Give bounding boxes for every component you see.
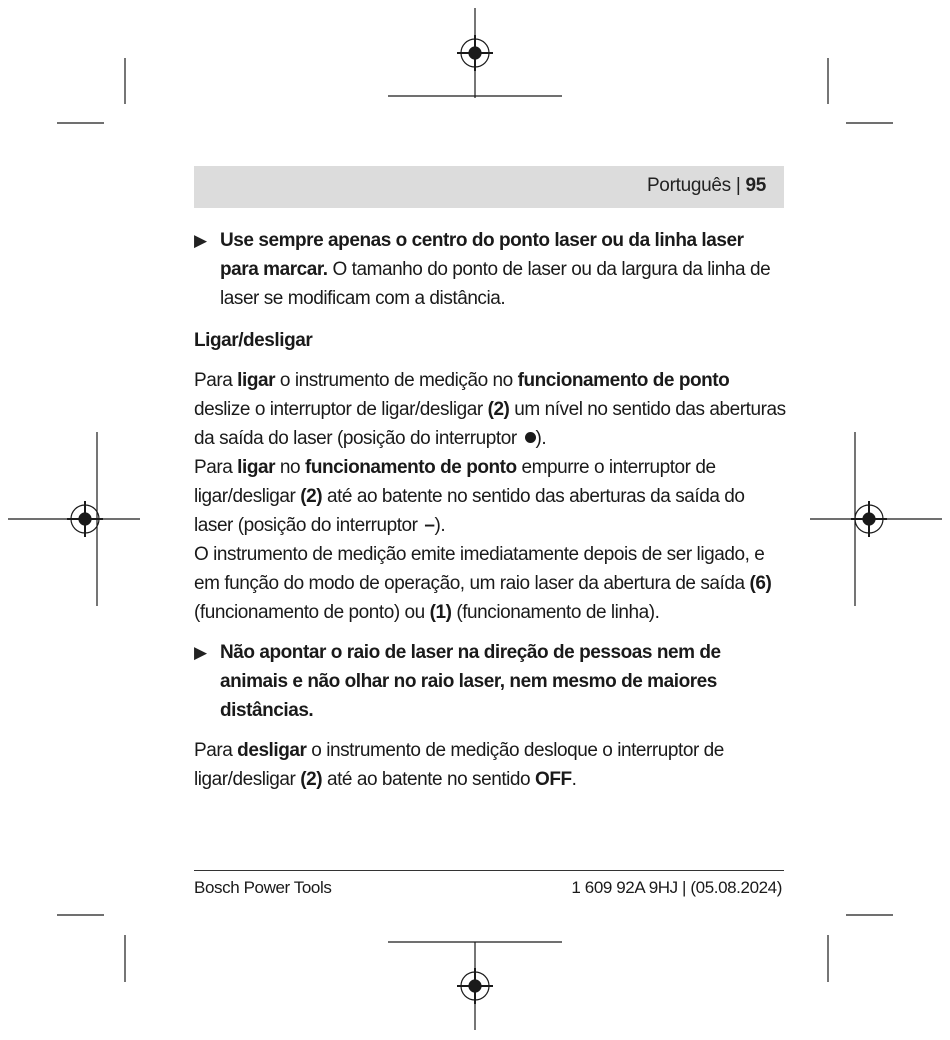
triangle-right-icon: ▶ [194, 231, 207, 250]
page-footer [194, 870, 784, 897]
registration-mark-right [810, 432, 942, 606]
warning-note-1 [194, 226, 786, 313]
triangle-right-icon: ▶ [194, 643, 207, 662]
section-title: Ligar/desligar [194, 330, 313, 351]
registration-mark-bottom [388, 942, 562, 1030]
warning-1-bold: Use sempre apenas o centro do ponto laser ou da linha laser para marcar. [220, 230, 744, 280]
page-header [194, 166, 784, 208]
page-number: 95 [745, 175, 766, 196]
warning-1-text: O tamanho do ponto de laser ou da largura da linha de laser se modificam com a distância. [220, 259, 771, 309]
header-section: Português [646, 175, 731, 196]
header-separator: | [730, 175, 746, 196]
warning-note-2 [194, 638, 786, 725]
registration-mark-left [8, 432, 140, 606]
paragraph-switch-on-line: Para ligar no funcionamento de ponto empurre o interruptor de ligar/desligar (2) até ao batente no sentido das aberturas da saída do laser (posição do interruptor –). [194, 457, 745, 536]
paragraph-switch-off: Para desligar o instrumento de medição desloque o interruptor de ligar/desligar (2) até ao batente no sentido OFF. [194, 740, 724, 790]
dash-symbol: – [424, 515, 435, 536]
paragraph-switch-on-point: Para ligar o instrumento de medição no funcionamento de ponto deslize o interruptor de ligar/desligar (2) um nível no sentido das aberturas da saída do laser (posição do interruptor ). [194, 370, 786, 449]
page-body [194, 226, 786, 794]
paragraph-laser-emission: O instrumento de medição emite imediatamente depois de ser ligado, e em função do modo de operação, um raio laser da abertura de saída (6) (funcionamento de ponto) ou (1) (funcionamento de linha). [194, 544, 772, 623]
registration-mark-top [388, 8, 562, 98]
header-text [647, 175, 766, 197]
warning-2-bold: Não apontar o raio de laser na direção de pessoas nem de animais e não olhar no raio laser, nem mesmo de maiores distâncias. [220, 642, 721, 721]
footer-doc-id: 1 609 92A 9HJ | (05.08.2024) [571, 878, 782, 897]
footer-publisher: Bosch Power Tools [194, 878, 332, 897]
filled-circle-icon [525, 432, 536, 443]
